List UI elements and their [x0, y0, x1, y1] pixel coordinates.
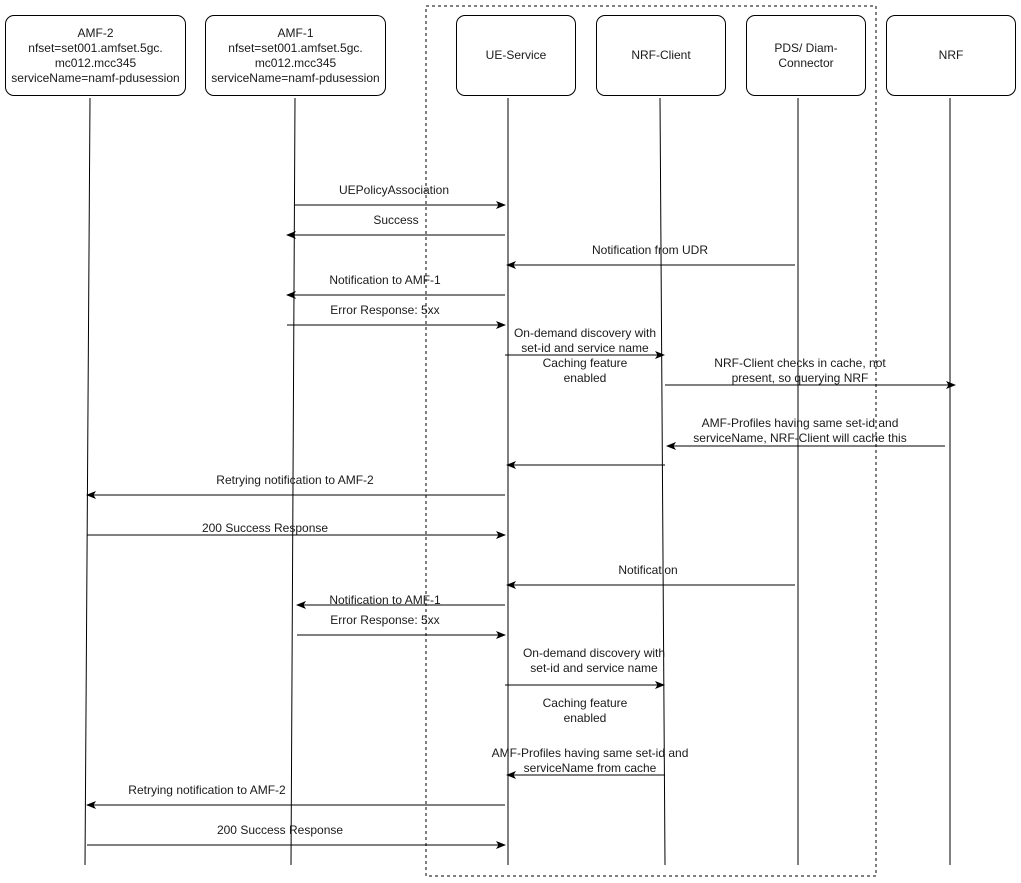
message-label-line: Notification to AMF-1	[329, 593, 441, 607]
message-label-line: Success	[373, 213, 419, 227]
message-label-line: Error Response: 5xx	[330, 613, 440, 627]
message-label-line: Retrying notification to AMF-2	[216, 473, 374, 487]
participant-label-line: mc012.mcc345	[54, 55, 137, 70]
participant-label-line: AMF-1	[277, 25, 314, 40]
participant-label-line: nfset=set001.amfset.5gc.	[28, 40, 163, 55]
message-label-line: Retrying notification to AMF-2	[128, 783, 286, 797]
participant-label-line: nfset=set001.amfset.5gc.	[228, 40, 363, 55]
message-label-line: present, so querying NRF	[731, 371, 869, 385]
message-label-line: AMF-Profiles having same set-id and	[701, 416, 899, 430]
message-label-line: set-id and service name	[521, 341, 649, 355]
message-label-line: On-demand discovery with	[513, 326, 657, 340]
message-label	[128, 783, 285, 798]
participant-label-line: AMF-2	[77, 25, 114, 40]
message-label-line: serviceName, NRF-Client will cache this	[693, 431, 907, 445]
message-label	[339, 183, 449, 198]
message-label-line: AMF-Profiles having same set-id and	[491, 746, 689, 760]
message-label	[216, 473, 373, 488]
caching-note-line: Caching feature	[542, 696, 628, 710]
message-label	[514, 326, 656, 356]
message-label	[330, 303, 439, 318]
participant-pds	[746, 15, 866, 96]
participant-ue	[456, 15, 576, 96]
message-label	[592, 243, 708, 258]
message-label	[373, 213, 418, 228]
caching-note	[543, 696, 628, 726]
message-label	[523, 646, 665, 676]
message-label-line: serviceName from cache	[523, 761, 657, 775]
participant-label-line: PDS/ Diam-	[774, 40, 838, 55]
message-label-line: NRF-Client checks in cache, not	[714, 356, 886, 370]
message-label	[329, 593, 440, 608]
message-label-line: On-demand discovery with	[522, 646, 666, 660]
message-label	[217, 823, 343, 838]
participant-amf1	[205, 15, 386, 96]
participant-label-line: mc012.mcc345	[254, 55, 337, 70]
message-label	[329, 273, 440, 288]
message-label-line: 200 Success Response	[201, 521, 329, 535]
caching-note-line: enabled	[563, 711, 607, 725]
message-label	[202, 521, 328, 536]
participant-label-line: Connector	[778, 55, 834, 70]
message-label-line: Error Response: 5xx	[330, 303, 440, 317]
participant-label-line: serviceName=namf-pdusession	[11, 70, 180, 85]
participant-label-line: UE-Service	[485, 48, 547, 62]
message-label	[330, 613, 439, 628]
message-label	[618, 563, 677, 578]
message-label	[714, 356, 885, 386]
message-label-line: 200 Success Response	[216, 823, 344, 837]
participant-amf2	[5, 15, 186, 96]
caching-note-line: enabled	[563, 371, 607, 385]
participant-label-line: NRF-Client	[631, 48, 691, 62]
lifeline-amf2	[85, 98, 90, 865]
caching-note-line: Caching feature	[542, 356, 628, 370]
participant-nrfc	[596, 15, 726, 96]
participant-label-line: NRF	[938, 48, 964, 62]
message-label	[492, 746, 689, 776]
message-label-line: set-id and service name	[530, 661, 658, 675]
message-label-line: UEPolicyAssociation	[338, 183, 450, 197]
participant-nrf	[886, 15, 1016, 96]
caching-note	[543, 356, 628, 386]
participant-label-line: serviceName=namf-pdusession	[211, 70, 380, 85]
message-label-line: Notification from UDR	[591, 243, 709, 257]
message-label-line: Notification to AMF-1	[329, 273, 441, 287]
message-label-line: Notification	[618, 563, 678, 577]
message-label	[693, 416, 906, 446]
